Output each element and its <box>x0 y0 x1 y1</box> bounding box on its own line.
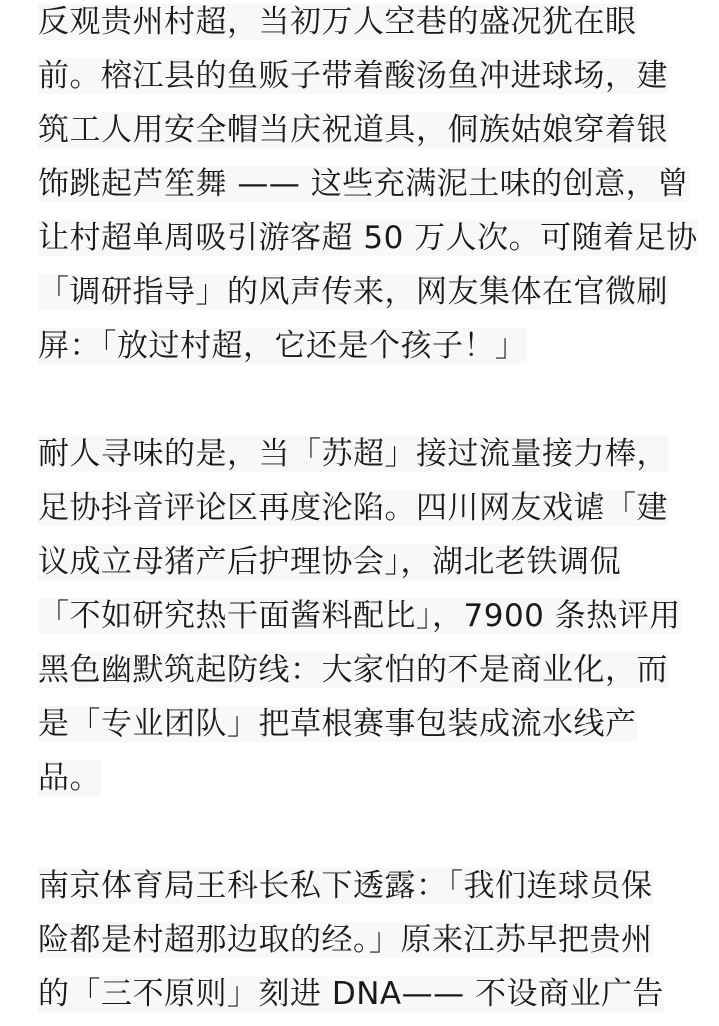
text-line: 筑工人用安全帽当庆祝道具，侗族姑娘穿着银 <box>38 112 668 148</box>
text-line: 黑色幽默筑起防线：大家怕的不是商业化，而 <box>38 652 668 688</box>
text-line: 「调研指导」的风声传来，网友集体在官微刷 <box>38 274 668 310</box>
text-line: 让村超单周吸引游客超 50 万人次。可随着足协 <box>38 220 698 256</box>
article-body <box>38 0 698 1026</box>
text-line: 耐人寻味的是，当「苏超」接过流量接力棒， <box>38 436 668 472</box>
text-line: 品。 <box>38 760 101 796</box>
paragraph-su-league-comments <box>38 432 698 810</box>
paragraph-guizhou-village-league <box>38 0 698 378</box>
text-line: 前。榕江县的鱼贩子带着酸汤鱼冲进球场，建 <box>38 58 668 94</box>
text-line: 是「专业团队」把草根赛事包装成流水线产 <box>38 706 637 742</box>
text-line: 饰跳起芦笙舞 —— 这些充满泥土味的创意，曾 <box>38 166 689 202</box>
text-line: 反观贵州村超，当初万人空巷的盛况犹在眼 <box>38 4 637 40</box>
text-line: 的「三不原则」刻进 DNA—— 不设商业广告 <box>38 976 664 1012</box>
text-line: 屏：「放过村超，它还是个孩子！」 <box>38 328 527 364</box>
paragraph-gap <box>38 810 698 864</box>
text-line: 险都是村超那边取的经。」原来江苏早把贵州 <box>38 922 653 958</box>
text-line: 「不如研究热干面酱料配比」，7900 条热评用 <box>38 598 681 634</box>
paragraph-gap <box>38 378 698 432</box>
text-line: 足协抖音评论区再度沦陷。四川网友戏谑「建 <box>38 490 668 526</box>
text-line: 议成立母猪产后护理协会」，湖北老铁调侃 <box>38 544 621 580</box>
text-line: 南京体育局王科长私下透露：「我们连球员保 <box>38 868 653 904</box>
paragraph-nanjing-sports-bureau <box>38 864 698 1026</box>
